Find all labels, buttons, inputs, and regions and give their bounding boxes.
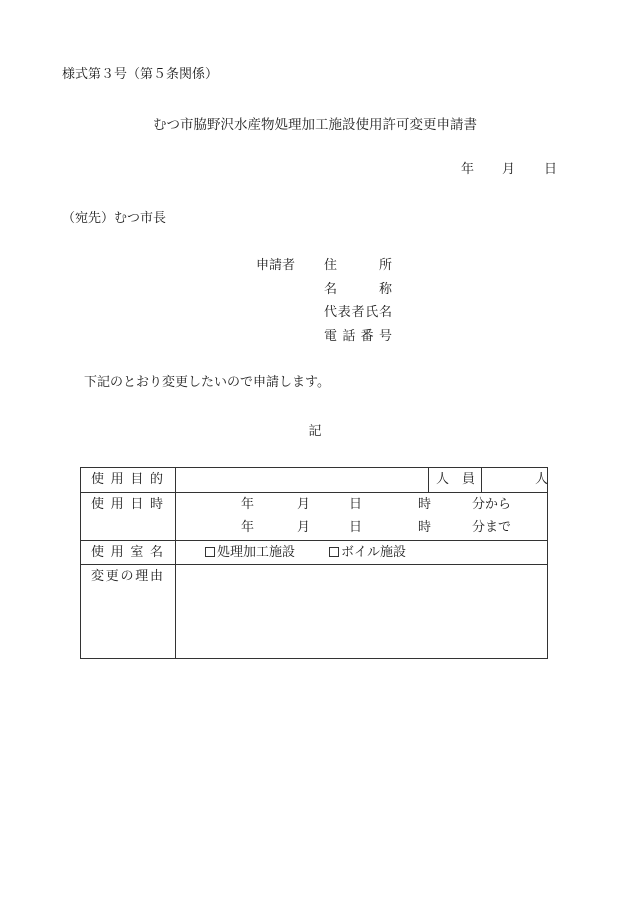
people-unit: 人 — [535, 472, 549, 487]
applicant-address-label: 住 所 — [324, 258, 392, 273]
end-year-label: 年 — [241, 520, 255, 535]
application-table — [80, 467, 548, 659]
room-label: 使用室名 — [91, 545, 163, 560]
row-divider — [81, 540, 547, 541]
room-option-boil-label: ボイル施設 — [341, 545, 407, 560]
purpose-field[interactable] — [183, 472, 421, 488]
start-day-label: 日 — [349, 497, 363, 512]
request-statement: 下記のとおり変更したいので申請します。 — [84, 375, 330, 390]
reason-label: 変更の理由 — [91, 569, 163, 584]
column-divider — [481, 468, 482, 492]
applicant-phone-label: 電話番号 — [324, 329, 392, 344]
room-option-boil[interactable] — [329, 545, 406, 561]
addressee: （宛先）むつ市長 — [62, 211, 167, 226]
datetime-label: 使用日時 — [91, 497, 163, 512]
checkbox-icon[interactable] — [329, 547, 339, 557]
end-minute-label: 分まで — [472, 520, 512, 535]
applicant-name-label: 名 称 — [324, 282, 392, 297]
row-divider — [81, 492, 547, 493]
start-month-label: 月 — [297, 497, 311, 512]
date-day-label: 日 — [544, 162, 558, 177]
ki-heading: 記 — [308, 424, 322, 439]
document-title: むつ市脇野沢水産物処理加工施設使用許可変更申請書 — [153, 117, 477, 133]
end-hour-label: 時 — [418, 520, 432, 535]
date-month-label: 月 — [502, 162, 516, 177]
people-label: 人 員 — [436, 472, 476, 487]
room-option-processing-label: 処理加工施設 — [217, 545, 296, 560]
end-day-label: 日 — [349, 520, 363, 535]
end-month-label: 月 — [297, 520, 311, 535]
row-divider — [81, 564, 547, 565]
checkbox-icon[interactable] — [205, 547, 215, 557]
start-minute-label: 分から — [472, 497, 512, 512]
start-hour-label: 時 — [418, 497, 432, 512]
column-divider — [175, 468, 176, 659]
form-number: 様式第３号（第５条関係） — [62, 67, 219, 82]
room-option-processing[interactable] — [205, 545, 295, 561]
people-count-field[interactable] — [485, 472, 539, 488]
applicant-representative-label: 代表者氏名 — [324, 305, 392, 320]
start-year-label: 年 — [241, 497, 255, 512]
column-divider — [428, 468, 429, 492]
applicant-label: 申請者 — [256, 258, 296, 273]
date-year-label: 年 — [461, 162, 475, 177]
reason-field[interactable] — [181, 568, 541, 654]
purpose-label: 使用目的 — [91, 472, 163, 487]
